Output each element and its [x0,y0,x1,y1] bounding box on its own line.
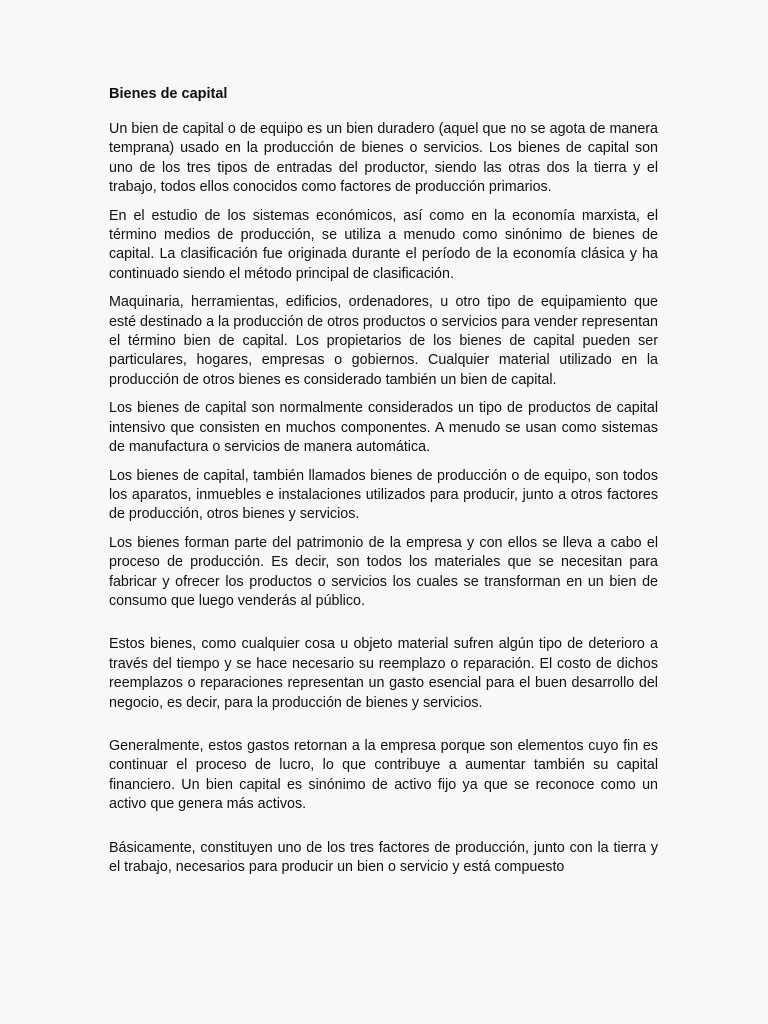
paragraph-6: Los bienes forman parte del patrimonio de la empresa y con ellos se lleva a cabo el proceso de producción. Es decir, son todos los materiales que se necesitan para fabricar y ofrecer los productos o servicios los cuales se transforman en un bien de consumo que luego venderás al público. [109,534,658,609]
paragraph-7: Estos bienes, como cualquier cosa u objeto material sufren algún tipo de deterioro a través del tiempo y se hace necesario su reemplazo o reparación. El costo de dichos reemplazos o reparaciones representan un gasto esencial para el buen desarrollo del negocio, es decir, para la producción de bienes y servicios. [109,636,658,711]
paragraph-8: Generalmente, estos gastos retornan a la empresa porque son elementos cuyo fin es continuar el proceso de lucro, lo que contribuye a aumentar también su capital financiero. Un bien capital es sinónimo de activo fijo ya que se reconoce como un activo que genera más activos. [109,737,658,813]
paragraph-2: En el estudio de los sistemas económicos, así como en la economía marxista, el término medios de producción, se utiliza a menudo como sinónimo de bienes de capital. La clasificación fue originada durante el período de la economía clásica y ha continuado siendo el método principal de clasificación. [109,207,658,282]
paragraph-1: Un bien de capital o de equipo es un bien duradero (aquel que no se agota de manera temprana) usado en la producción de bienes o servicios. Los bienes de capital son uno de los tres tipos de entradas del productor, siendo las otras dos la tierra y el trabajo, todos ellos conocidos como factores de producción primarios. [109,121,658,196]
paragraph-5: Los bienes de capital, también llamados bienes de producción o de equipo, son todos los aparatos, inmuebles e instalaciones utilizados para producir, junto a otros factores de producción, otros bienes y servicios. [109,467,658,523]
document-body [109,84,658,886]
paragraph-3: Maquinaria, herramientas, edificios, ordenadores, u otro tipo de equipamiento que esté destinado a la producción de otros productos o servicios para vender representan el término bien de capital. Los propietarios de los bienes de capital pueden ser particulares, hogares, empresas o gobiernos. Cualquier material utilizado en la producción de otros bienes es considerado también un bien de capital. [109,294,658,388]
paragraph-4: Los bienes de capital son normalmente considerados un tipo de productos de capital intensivo que consisten en muchos componentes. A menudo se usan como sistemas de manufactura o servicios de manera automática. [109,400,658,456]
paragraph-9: Básicamente, constituyen uno de los tres factores de producción, junto con la tierra y el trabajo, necesarios para producir un bien o servicio y está compuesto [109,839,658,875]
document-title: Bienes de capital [109,86,228,102]
